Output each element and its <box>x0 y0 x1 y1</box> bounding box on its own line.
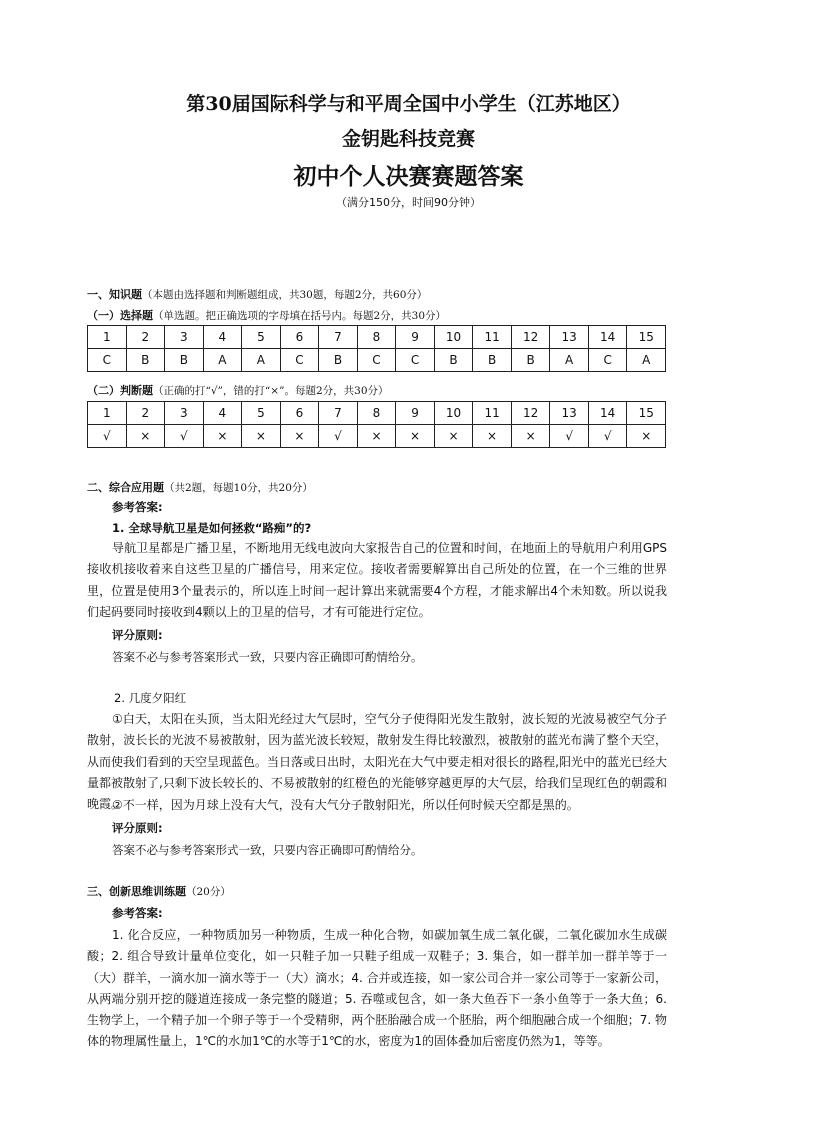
question-number-cell: 9 <box>396 326 435 349</box>
question-number-cell: 7 <box>319 326 358 349</box>
part2-heading: （二）判断题 <box>87 384 153 397</box>
answer-cell: × <box>473 425 512 448</box>
answer-cell: × <box>203 425 242 448</box>
section2-heading: 二、综合应用题 <box>87 481 164 494</box>
question-number-cell: 9 <box>396 402 435 425</box>
answer-cell: C <box>280 349 319 372</box>
part1-heading: （一）选择题 <box>87 309 153 322</box>
question2-title: 2. 几度夕阳红 <box>114 691 187 705</box>
answer-cell: × <box>242 425 281 448</box>
answer-cell: × <box>280 425 319 448</box>
question-number-cell: 1 <box>88 402 127 425</box>
answer-cell: √ <box>165 425 204 448</box>
reference-answer-label: 参考答案: <box>112 906 163 920</box>
answer-cell: C <box>588 349 627 372</box>
answer-cell: A <box>203 349 242 372</box>
question-number-cell: 13 <box>550 326 589 349</box>
answer-cell: B <box>126 349 165 372</box>
question-number-cell: 5 <box>242 326 281 349</box>
answer-cell: A <box>550 349 589 372</box>
section2-note: （共2题，每题10分，共20分） <box>164 482 313 494</box>
answer-cell: × <box>126 425 165 448</box>
answer-cell: C <box>88 349 127 372</box>
question-number-cell: 6 <box>280 402 319 425</box>
answer-cell: × <box>434 425 473 448</box>
part1-note: （单选题。把正确选项的字母填在括号内。每题2分，共30分） <box>153 310 447 322</box>
answer-cell: √ <box>550 425 589 448</box>
question-number-cell: 14 <box>588 326 627 349</box>
part2-header <box>87 382 389 398</box>
question-number-cell: 12 <box>511 326 550 349</box>
answer-cell: A <box>627 349 666 372</box>
question-number-cell: 6 <box>280 326 319 349</box>
question-number-cell: 10 <box>434 326 473 349</box>
judgement-answer-table <box>87 401 666 448</box>
part1-header <box>87 307 446 323</box>
table-row-answers <box>88 425 666 448</box>
answer-cell: B <box>165 349 204 372</box>
section2-header <box>87 479 313 495</box>
question-number-cell: 4 <box>203 326 242 349</box>
answer-cell: C <box>357 349 396 372</box>
answer-cell: B <box>434 349 473 372</box>
section1-header <box>87 286 427 302</box>
answer-cell: B <box>511 349 550 372</box>
part2-note: （正确的打“√”，错的打“×”。每题2分，共30分） <box>153 385 389 397</box>
question-number-cell: 10 <box>434 402 473 425</box>
question-number-cell: 11 <box>473 326 512 349</box>
answer-cell: √ <box>88 425 127 448</box>
section1-note: （本题由选择题和判断题组成，共30题，每题2分，共60分） <box>142 289 428 301</box>
grading-label: 评分原则: <box>112 821 163 835</box>
competition-title: 第30届国际科学与和平周全国中小学生（江苏地区） <box>186 93 631 115</box>
table-row-numbers <box>88 402 666 425</box>
answer-cell: √ <box>588 425 627 448</box>
question-number-cell: 1 <box>88 326 127 349</box>
answer-cell: √ <box>319 425 358 448</box>
grading-text: 答案不必与参考答案形式一致，只要内容正确即可酌情给分。 <box>112 843 423 857</box>
section3-header <box>87 883 231 899</box>
question-number-cell: 3 <box>165 402 204 425</box>
question-number-cell: 14 <box>588 402 627 425</box>
grading-text: 答案不必与参考答案形式一致，只要内容正确即可酌情给分。 <box>112 650 423 664</box>
question-number-cell: 13 <box>550 402 589 425</box>
question-number-cell: 5 <box>242 402 281 425</box>
page-title: 初中个人决赛赛题答案 <box>293 164 524 190</box>
score-time-note: （满分150分，时间90分钟） <box>336 196 481 209</box>
answer-cell: × <box>396 425 435 448</box>
answer-cell: B <box>319 349 358 372</box>
choice-answer-table <box>87 325 666 372</box>
section3-note: （20分） <box>186 886 231 898</box>
question1-title: 1. 全球导航卫星是如何拯救“路痴”的? <box>112 521 312 535</box>
section1-heading: 一、知识题 <box>87 288 142 301</box>
question-number-cell: 3 <box>165 326 204 349</box>
question-number-cell: 8 <box>357 402 396 425</box>
answer-cell: B <box>473 349 512 372</box>
question-number-cell: 4 <box>203 402 242 425</box>
question-number-cell: 12 <box>511 402 550 425</box>
question1-answer: 导航卫星都是广播卫星，不断地用无线电波向大家报告自己的位置和时间，在地面上的导航用户利用GPS接收机接收着来自这些卫星的广播信号，用来定位。接收者需要解算出自己所处的位置，在一个三维的世界里，位置是使用3个量表示的，所以连上时间一起计算出来就需要4个方程，才能求解出4个未知数。所以说我们起码要同时接收到4颗以上的卫星的信号，才有可能进行定位。 <box>87 541 667 619</box>
reference-answer-label: 参考答案: <box>112 500 163 514</box>
question-number-cell: 2 <box>126 402 165 425</box>
table-row-answers <box>88 349 666 372</box>
question-number-cell: 7 <box>319 402 358 425</box>
question2-answer-part2: ②不一样，因为月球上没有大气，没有大气分子散射阳光，所以任何时候天空都是黑的。 <box>112 798 579 812</box>
answer-cell: × <box>627 425 666 448</box>
question-number-cell: 15 <box>627 402 666 425</box>
table-row-numbers <box>88 326 666 349</box>
section3-heading: 三、创新思维训练题 <box>87 885 186 898</box>
question-number-cell: 8 <box>357 326 396 349</box>
question-number-cell: 11 <box>473 402 512 425</box>
competition-subtitle: 金钥匙科技竞赛 <box>341 128 475 150</box>
section3-answer: 1. 化合反应，一种物质加另一种物质，生成一种化合物，如碳加氧生成二氧化碳，二氧化碳加水生成碳酸；2. 组合导致计量单位变化，如一只鞋子加一只鞋子组成一双鞋子；3. 集合，如一群羊加一群羊等于一（大）群羊，一滴水加一滴水等于一（大）滴水；4. 合并或连接，如一家公司合并一家公司等于一家新公司，从两端分别开挖的隧道连接成一条完整的隧道；5. 吞噬或包含，如一条大鱼吞下一条小鱼等于一条大鱼；6. 生物学上，一个精子加一个卵子等于一个受精卵，两个胚胎融合成一个胚胎，两个细胞融合成一个细胞；7. 物体的物理属性量上，1℃的水加1℃的水等于1℃的水，密度为1的固体叠加后密度仍然为1，等等。 <box>87 928 667 1049</box>
answer-cell: A <box>242 349 281 372</box>
grading-label: 评分原则: <box>112 628 163 642</box>
answer-cell: × <box>511 425 550 448</box>
question2-answer-part1: ①白天，太阳在头顶，当太阳光经过大气层时，空气分子使得阳光发生散射，波长短的光波易被空气分子散射，波长长的光波不易被散射，因为蓝光波长较短，散射发生得比较激烈，被散射的蓝光布满了整个天空，从而使我们看到的天空呈现蓝色。当日落或日出时，太阳光在大气中要走相对很长的路程,阳光中的蓝光已经大量都被散射了,只剩下波长较长的、不易被散射的红橙色的光能够穿越更厚的大气层，给我们呈现红色的朝霞和晚霞。 <box>87 712 667 812</box>
question-number-cell: 15 <box>627 326 666 349</box>
answer-cell: × <box>357 425 396 448</box>
question-number-cell: 2 <box>126 326 165 349</box>
answer-cell: C <box>396 349 435 372</box>
